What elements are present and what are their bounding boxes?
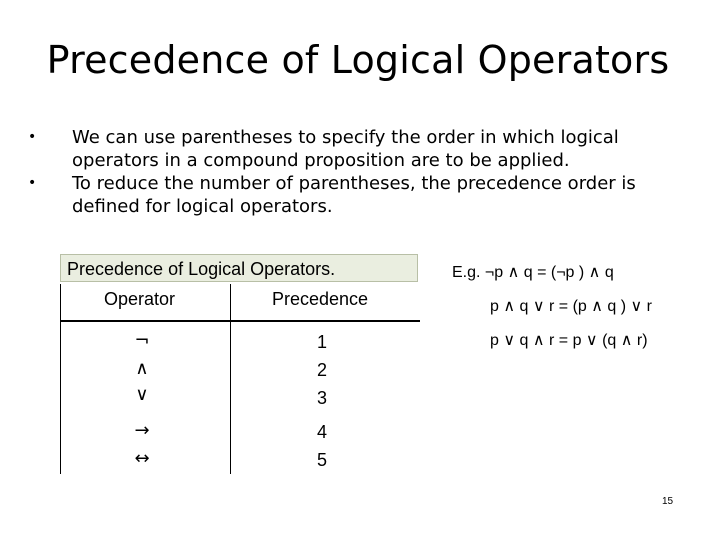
operator-cell: ¬ [134, 330, 150, 351]
example-line: E.g. ¬p ∧ q = (¬p ) ∧ q [452, 264, 614, 281]
operator-cell: ∨ [135, 384, 149, 405]
bullet-text: To reduce the number of parentheses, the precedence order is defined for logical operators. [72, 173, 636, 217]
example-line: p ∧ q ∨ r = (p ∧ q ) ∨ r [490, 298, 652, 315]
table-header-row [60, 284, 420, 322]
precedence-cell: 1 [316, 332, 327, 352]
table-caption: Precedence of Logical Operators. [60, 254, 418, 282]
precedence-cell: 5 [316, 450, 327, 470]
precedence-cell: 4 [316, 422, 327, 442]
operator-cell: → [134, 420, 150, 441]
header-operator: Operator [104, 289, 176, 309]
bullet-dot: • [28, 175, 37, 191]
precedence-table [60, 254, 420, 476]
precedence-cell: 3 [316, 388, 327, 408]
operator-cell: ∧ [135, 358, 149, 379]
bullet-list [22, 126, 702, 218]
header-precedence: Precedence [272, 289, 369, 309]
bullet-item [22, 126, 702, 172]
precedence-cell: 2 [316, 360, 327, 380]
slide-title: Precedence of Logical Operators [46, 38, 670, 82]
example-line: p ∨ q ∧ r = p ∨ (q ∧ r) [490, 332, 648, 349]
bullet-item [22, 172, 702, 218]
bullet-dot: • [28, 129, 37, 145]
bullet-text: We can use parentheses to specify the order in which logical operators in a compound proposition are to be applied. [72, 127, 619, 171]
operator-cell: ↔ [134, 448, 150, 469]
page-number: 15 [662, 496, 674, 507]
